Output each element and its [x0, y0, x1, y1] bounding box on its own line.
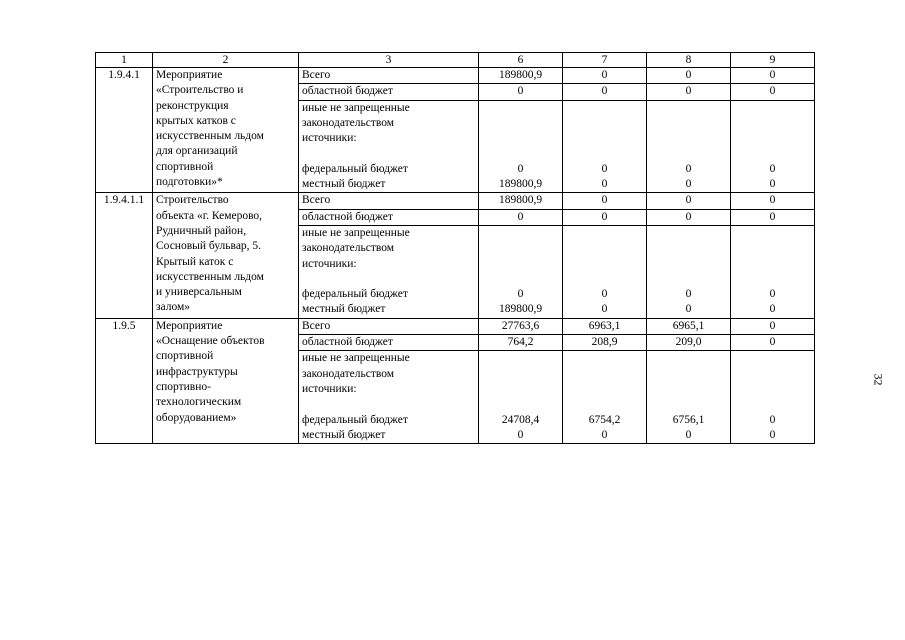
- federal-budget-value: 0: [685, 288, 692, 301]
- item-name-line: «Строительство и: [156, 84, 244, 97]
- item-name-line: искусственным льдом: [156, 130, 264, 143]
- spacer: [566, 241, 643, 256]
- item-name-line: подготовки»*: [156, 176, 223, 189]
- other-sources-line: [302, 146, 475, 161]
- value-cell: 209,0: [647, 335, 731, 351]
- local-budget-value: 189800,9: [498, 178, 543, 191]
- item-name-line: инфраструктуры: [156, 365, 238, 378]
- item-name-line: спортивной: [156, 350, 214, 363]
- item-name-line: Рудничный район,: [156, 224, 247, 237]
- other-sources-line: законодательством: [302, 116, 395, 129]
- federal-budget-value: 6756,1: [672, 413, 705, 426]
- local-budget-value: 0: [601, 303, 608, 316]
- other-sources-line: федеральный бюджет: [302, 413, 408, 426]
- item-name-line: Крытый каток с: [156, 255, 234, 268]
- value-cell: 764,2: [479, 335, 563, 351]
- funding-source-cell: Всего: [299, 68, 479, 84]
- header-cell-col2: 2: [153, 53, 299, 68]
- value-cell: 0: [647, 193, 731, 209]
- spacer: [566, 226, 643, 241]
- spacer: [482, 101, 559, 116]
- funding-source-cell: Всего: [299, 193, 479, 209]
- value-cell: 6965,1: [647, 318, 731, 334]
- funding-source-cell: областной бюджет: [299, 335, 479, 351]
- spacer: [482, 257, 559, 272]
- spacer: [734, 351, 811, 366]
- value-cell: [563, 351, 647, 444]
- table-row: [96, 68, 815, 84]
- federal-budget-value: 0: [517, 288, 524, 301]
- item-name-line: реконструкция: [156, 99, 229, 112]
- spacer: [650, 116, 727, 131]
- value-cell: 27763,6: [479, 318, 563, 334]
- table-header-row: [96, 53, 815, 68]
- federal-budget-value: 0: [769, 288, 776, 301]
- local-budget-value: 0: [601, 428, 608, 441]
- spacer: [482, 397, 559, 412]
- value-cell: 0: [479, 209, 563, 225]
- item-name-line: Мероприятие: [156, 69, 223, 81]
- spacer: [566, 131, 643, 146]
- item-name-line: залом»: [156, 301, 191, 314]
- other-sources-line: иные не запрещенные: [302, 101, 410, 114]
- spacer: [482, 116, 559, 131]
- spacer: [566, 257, 643, 272]
- federal-budget-value: 0: [601, 162, 608, 175]
- value-cell: [479, 225, 563, 318]
- other-sources-line: [302, 397, 475, 412]
- funding-source-cell: Всего: [299, 318, 479, 334]
- other-sources-cell: [299, 100, 479, 193]
- value-cell: 0: [647, 209, 731, 225]
- value-cell: 0: [731, 84, 815, 100]
- spacer: [566, 367, 643, 382]
- other-sources-line: [302, 272, 475, 287]
- item-name-line: оборудованием»: [156, 411, 237, 424]
- local-budget-value: 0: [601, 178, 608, 191]
- local-budget-value: 189800,9: [498, 303, 543, 316]
- header-cell-col7: 7: [563, 53, 647, 68]
- spacer: [482, 226, 559, 241]
- funding-source-cell: областной бюджет: [299, 209, 479, 225]
- spacer: [650, 146, 727, 161]
- value-cell: 189800,9: [479, 193, 563, 209]
- local-budget-value: 0: [685, 428, 692, 441]
- header-cell-col3: 3: [299, 53, 479, 68]
- value-cell: 0: [731, 335, 815, 351]
- spacer: [650, 272, 727, 287]
- spacer: [734, 367, 811, 382]
- other-sources-cell: [299, 351, 479, 444]
- item-code-cell: 1.9.4.1.1: [96, 193, 153, 318]
- federal-budget-value: 0: [601, 288, 608, 301]
- item-name-line: спортивно-: [156, 380, 211, 393]
- page-number: 32: [871, 373, 886, 386]
- item-name-line: Сосновый бульвар, 5.: [156, 240, 262, 253]
- value-cell: 0: [479, 84, 563, 100]
- spacer: [734, 101, 811, 116]
- spacer: [650, 131, 727, 146]
- value-cell: 6963,1: [563, 318, 647, 334]
- value-cell: 0: [731, 193, 815, 209]
- header-cell-col6: 6: [479, 53, 563, 68]
- federal-budget-value: 0: [769, 413, 776, 426]
- item-name-line: технологическим: [156, 396, 242, 409]
- item-name-line: «Оснащение объектов: [156, 335, 265, 348]
- value-cell: 208,9: [563, 335, 647, 351]
- federal-budget-value: 24708,4: [501, 413, 540, 426]
- spacer: [650, 397, 727, 412]
- item-name-line: спортивной: [156, 160, 214, 173]
- header-cell-col9: 9: [731, 53, 815, 68]
- spacer: [734, 146, 811, 161]
- funding-source-cell: областной бюджет: [299, 84, 479, 100]
- spacer: [482, 272, 559, 287]
- spacer: [650, 367, 727, 382]
- value-cell: [731, 351, 815, 444]
- value-cell: 0: [647, 84, 731, 100]
- spacer: [650, 382, 727, 397]
- value-cell: 0: [563, 68, 647, 84]
- other-sources-line: законодательством: [302, 367, 395, 380]
- value-cell: 0: [731, 318, 815, 334]
- spacer: [734, 272, 811, 287]
- other-sources-line: источники:: [302, 382, 357, 395]
- other-sources-line: источники:: [302, 257, 357, 270]
- spacer: [482, 146, 559, 161]
- value-cell: [731, 225, 815, 318]
- value-cell: [563, 225, 647, 318]
- item-name-cell: [153, 318, 299, 443]
- table-row: [96, 318, 815, 334]
- value-cell: [563, 100, 647, 193]
- spacer: [566, 397, 643, 412]
- item-name-line: Мероприятие: [156, 319, 223, 332]
- spacer: [482, 382, 559, 397]
- spacer: [482, 351, 559, 366]
- spacer: [482, 241, 559, 256]
- value-cell: [647, 100, 731, 193]
- spacer: [734, 131, 811, 146]
- federal-budget-value: 0: [685, 162, 692, 175]
- value-cell: [647, 351, 731, 444]
- item-name-cell: [153, 193, 299, 318]
- item-name-line: объекта «г. Кемерово,: [156, 209, 263, 222]
- other-sources-line: иные не запрещенные: [302, 226, 410, 239]
- table-body: [96, 53, 815, 444]
- federal-budget-value: 0: [517, 162, 524, 175]
- value-cell: 189800,9: [479, 68, 563, 84]
- item-name-cell: [153, 68, 299, 193]
- spacer: [650, 226, 727, 241]
- local-budget-value: 0: [685, 178, 692, 191]
- spacer: [734, 257, 811, 272]
- federal-budget-value: 6754,2: [588, 413, 621, 426]
- local-budget-value: 0: [769, 303, 776, 316]
- value-cell: 0: [731, 209, 815, 225]
- value-cell: [479, 351, 563, 444]
- item-name-line: для организаций: [156, 145, 238, 158]
- header-cell-col1: 1: [96, 53, 153, 68]
- other-sources-line: иные не запрещенные: [302, 352, 410, 365]
- spacer: [566, 351, 643, 366]
- spacer: [650, 101, 727, 116]
- item-name-line: и универсальным: [156, 286, 242, 299]
- other-sources-cell: [299, 225, 479, 318]
- item-name-line: крытых катков с: [156, 114, 236, 127]
- item-code-cell: 1.9.4.1: [96, 68, 153, 193]
- spacer: [566, 272, 643, 287]
- spacer: [650, 257, 727, 272]
- other-sources-line: местный бюджет: [302, 428, 386, 441]
- table-row: [96, 193, 815, 209]
- other-sources-line: местный бюджет: [302, 178, 386, 191]
- spacer: [482, 131, 559, 146]
- value-cell: 0: [563, 84, 647, 100]
- spacer: [482, 367, 559, 382]
- value-cell: [731, 100, 815, 193]
- budget-table: [95, 52, 815, 444]
- spacer: [734, 116, 811, 131]
- value-cell: [479, 100, 563, 193]
- spacer: [734, 382, 811, 397]
- spacer: [650, 241, 727, 256]
- item-name-line: искусственным льдом: [156, 270, 264, 283]
- other-sources-line: законодательством: [302, 242, 395, 255]
- item-name-line: Строительство: [156, 194, 229, 207]
- item-code-cell: 1.9.5: [96, 318, 153, 443]
- spacer: [734, 226, 811, 241]
- spacer: [650, 351, 727, 366]
- local-budget-value: 0: [769, 178, 776, 191]
- other-sources-line: федеральный бюджет: [302, 162, 408, 175]
- local-budget-value: 0: [517, 428, 524, 441]
- value-cell: 0: [731, 68, 815, 84]
- value-cell: 0: [563, 193, 647, 209]
- other-sources-line: источники:: [302, 132, 357, 145]
- federal-budget-value: 0: [769, 162, 776, 175]
- header-cell-col8: 8: [647, 53, 731, 68]
- other-sources-line: местный бюджет: [302, 303, 386, 316]
- spacer: [734, 241, 811, 256]
- spacer: [566, 116, 643, 131]
- value-cell: 0: [647, 68, 731, 84]
- local-budget-value: 0: [769, 428, 776, 441]
- spacer: [566, 382, 643, 397]
- spacer: [566, 146, 643, 161]
- value-cell: 0: [563, 209, 647, 225]
- other-sources-line: федеральный бюджет: [302, 288, 408, 301]
- spacer: [566, 101, 643, 116]
- local-budget-value: 0: [685, 303, 692, 316]
- value-cell: [647, 225, 731, 318]
- spacer: [734, 397, 811, 412]
